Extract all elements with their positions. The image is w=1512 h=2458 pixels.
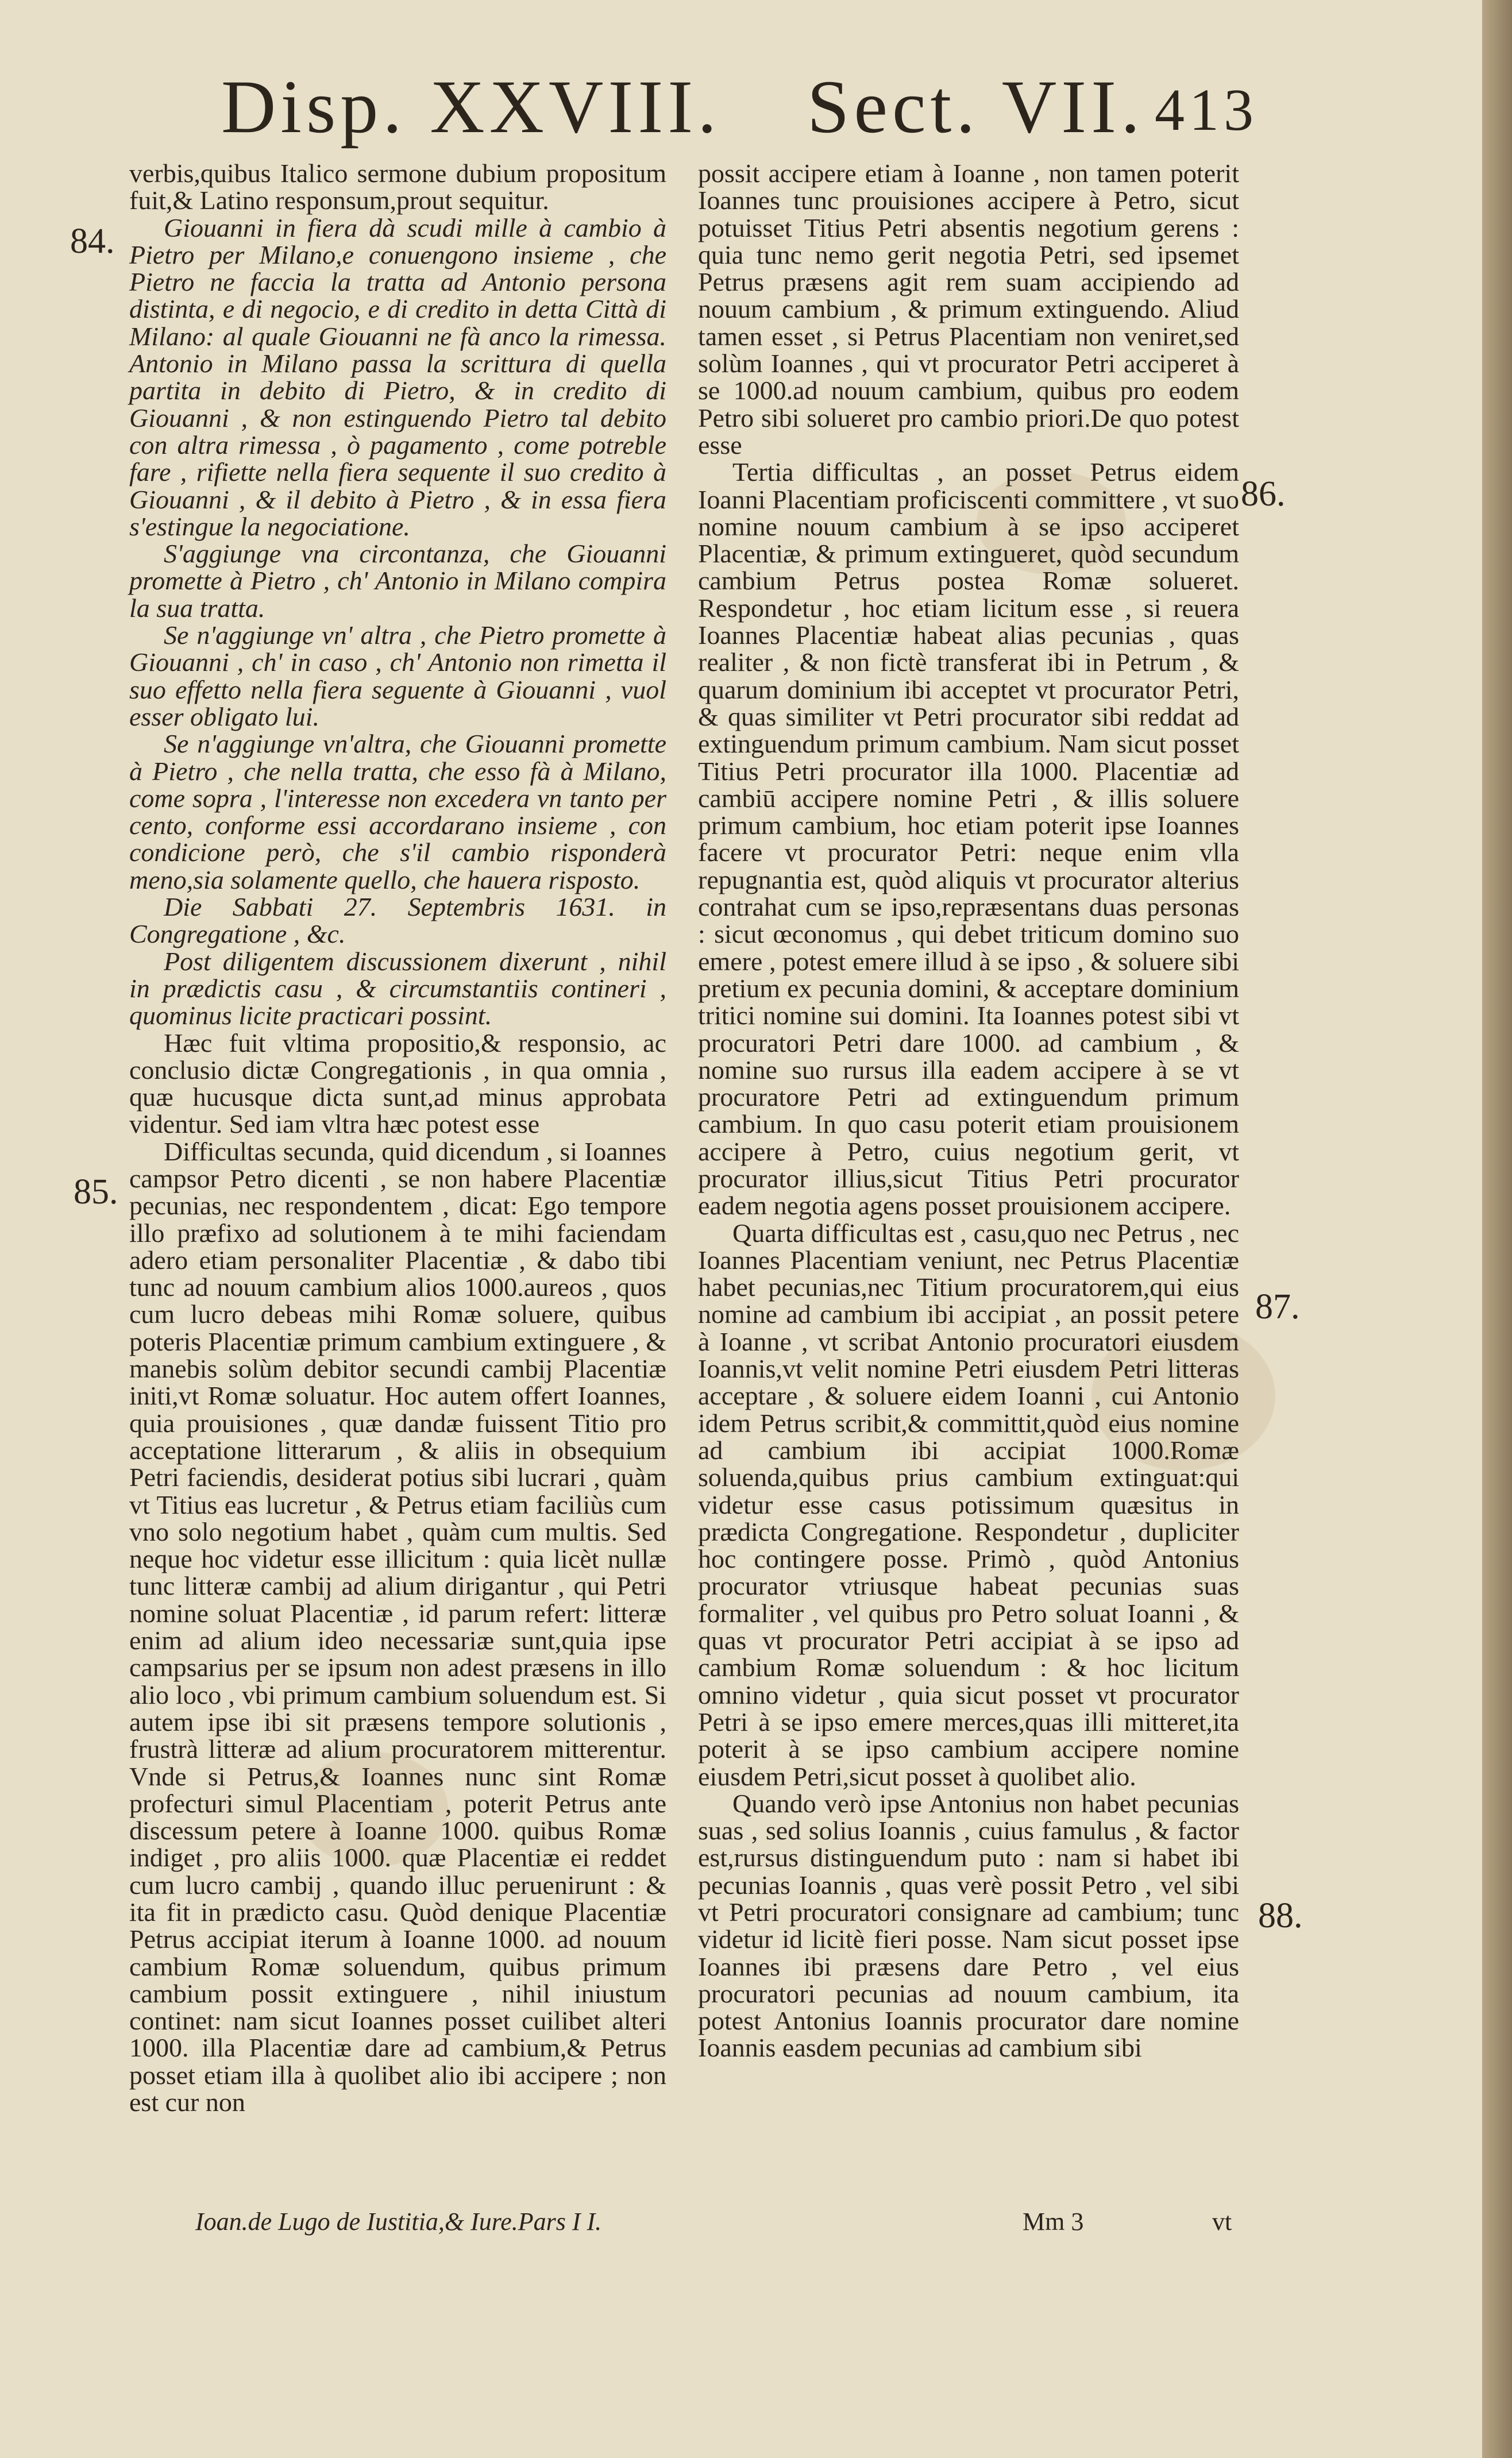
paragraph: Hæc fuit vltima propositio,& responsio, ac conclusio dictæ Congregationis , in qua omnia , quæ hucusque dicta sunt,ad minus approbata videntur. Sed iam vltra hæc potest esse — [129, 1028, 666, 1139]
italian-query-paragraph: Giouanni in fiera dà scudi mille à cambio à Pietro per Milano,e conuengono insieme , che Pietro ne faccia la tratta ad Antonio persona distinta, e di negocio, e di credito in detta Città di Milano: al quale Giouanni ne fà anco la rimessa. Antonio in Milano passa la scrittura di quella partita in debito di Pietro, & in credito di Giouanni , & non estinguendo Pietro tal debito con altra rimessa , ò pagamento , come potreble fare , rifiette nella fiera sequente il suo credito à Giouanni , & il debito à Pietro , & in essa fiera s'estingue la negociatione. — [129, 213, 666, 541]
running-head-disputation: Disp. XXVIII. — [221, 64, 722, 149]
paragraph: Quarta difficultas est , casu,quo nec Petrus , nec Ioannes Placentiam veniunt, nec Petrus Placentiæ habet pecunias,nec Titium procuratorem,qui eius nomine ad cambium ibi accipiat , an possit petere à Ioanne , vt scribat Antonio procuratori eiusdem Ioannis,vt velit nomine Petri eiusdem Petri litteras acceptare , & soluere eidem Ioanni , cui Antonio idem Petrus scribit,& committit,quòd eius nomine ad cambium ibi accipiat 1000.Romæ soluenda,quibus prius cambium extinguat:qui videtur esse casus potissimum quæsitus in prædicta Congregatione. Respondetur , dupliciter hoc contingere posse. Primò , quòd Antonius procurator vtriusque habeat pecunias suas formaliter , vel quibus pro Petro soluat Ioanni , & quas vt procurator Petri accipiat à se ipso ad cambium Romæ soluendum : & hoc licitum omnino videtur , quia sicut posset vt procurator Petri à se ipso emere merces,quas illi mitteret,ita poterit à se ipso cambium accipere nomine eiusdem Petri,sicut posset à quolibet alio. — [698, 1218, 1239, 1791]
margin-number: 85. — [74, 1172, 118, 1211]
paragraph: Difficultas secunda, quid dicendum , si Ioannes campsor Petro dicenti , se non habere Placentiæ pecunias, nec respondentem , dicat: Ego tempore illo præfixo ad solutionem à te mihi faciendam adero etiam personaliter Placentiæ , & dabo tibi tunc ad nouum cambium alios 1000.aureos , quos cum lucro debeas mihi Romæ soluere, quibus poteris Placentiæ primum cambium extinguere , & manebis solùm debitor secundi cambij Placentiæ initi,vt Romæ soluatur. Hoc autem offert Ioannes, quia prouisiones , quæ dandæ fuissent Titio pro acceptatione litterarum , & aliis in obsequium Petri faciendis, desiderat potius sibi lucrari , quàm vt Titius eas lucretur , & Petrus etiam faciliùs cum vno solo negotium habet , quàm cum multis. Sed neque hoc videtur esse illicitum : quia licèt nullæ tunc litteræ cambij ad alium dirigantur , qui Petri nomine soluat Placentiæ , id parum refert: litteræ enim ad alium ideo necessariæ sunt,quia ipse campsarius per se ipsum non adest præsens in illo alio loco , vbi primum cambium soluendum est. Si autem ipse ibi sit præsens tempore solutionis , frustrà litteræ ad alium procuratorem mitterentur. Vnde si Petrus,& Ioannes nunc sint Romæ profecturi simul Placentiam , poterit Petrus ante discessum petere à Ioanne 1000. quibus Romæ indiget , pro aliis 1000. quæ Placentiæ ei reddet cum lucro cambij , quando illuc peruenirunt : & ita fit in prædicto casu. Quòd denique Placentiæ Petrus accipiat iterum à Ioanne 1000. ad nouum cambium Romæ soluendum, quibus primum cambium possit extinguere , nihil iniustum continet: nam sicut Ioannes posset cuilibet alteri 1000. illa Placentiæ dare ad cambium,& Petrus posset etiam illa à quolibet alio ibi accipere ; non est cur non — [129, 1136, 666, 2117]
footer-running-title: Ioan.de Lugo de Iustitia,& Iure.Pars I I. — [195, 2208, 602, 2236]
congregation-date: Die Sabbati 27. Septembris 1631. in Congregatione , &c. — [129, 892, 666, 949]
margin-number: 86. — [1241, 474, 1286, 514]
italian-query-paragraph: Se n'aggiunge vn' altra , che Pietro promette à Giouanni , ch' in caso , ch' Antonio non rimetta il suo effetto nella fiera seguente à Giouanni , vuol esser obligato lui. — [129, 620, 666, 731]
right-column — [698, 160, 1239, 2062]
congregation-response: Post diligentem discussionem dixerunt , nihil in prædictis casu , & circumstantiis contineri , quominus licite practicari possint. — [129, 946, 666, 1031]
italian-query-paragraph: Se n'aggiunge vn'altra, che Giouanni promette à Pietro , che nella tratta, che esso fà à Milano, come sopra , l'interesse non excedera vn tanto per cento, conforme essi accordarano insieme , con condicione però, che s'il cambio risponderà meno,sia solamente quello, che hauera risposto. — [129, 729, 666, 894]
margin-number: 84. — [70, 222, 115, 261]
page-number: 413 — [1155, 77, 1258, 143]
paragraph: possit accipere etiam à Ioanne , non tamen poterit Ioannes tunc prouisiones accipere à Petro, sicut potuisset Titius Petri absentis negotium gerens : quia tunc nemo gerit negotia Petri, sed ipsemet Petrus præsens agit rem suam accipiendo ad nouum cambium , & primum extinguendo. Aliud tamen esset , si Petrus Placentiam non veniret,sed solùm Ioannes , qui vt procurator Petri acciperet à se 1000.ad nouum cambium, quibus pro eodem Petro sibi solueret pro cambio priori.De quo potest esse — [698, 159, 1239, 460]
left-column — [129, 160, 666, 2116]
margin-number: 87. — [1255, 1287, 1300, 1326]
margin-number: 88. — [1258, 1896, 1303, 1935]
italian-query-paragraph: S'aggiunge vna circontanza, che Giouanni promette à Pietro , ch' Antonio in Milano compira la sua tratta. — [129, 539, 666, 623]
running-head-section: Sect. VII. — [807, 64, 1145, 149]
paragraph: Tertia difficultas , an posset Petrus eidem Ioanni Placentiam proficiscenti committere , vt suo nomine nouum cambium à se ipso acciperet Placentiæ, & primum extingueret, quòd secundum cambium Petrus postea Romæ solueret. Respondetur , hoc etiam licitum esse , si reuera Ioannes Placentiæ habeat alias pecunias , quas realiter , & non fictè transferat ibi in Petrum , & quarum dominium ibi acceptet vt procurator Petri, & quas similiter vt Petri procurator sibi reddat ad extinguendum primum cambium. Nam sicut posset Titius Petri procurator illa 1000. Placentiæ ad cambiū accipere nomine Petri , & illis soluere primum cambium, hoc etiam poterit ipse Ioannes facere vt procurator Petri: neque enim vlla repugnantia est, quòd aliquis vt procurator alterius contrahat cum se ipso,repræsentans duas personas : sicut œconomus , qui debet triticum domino suo emere , potest emere illud à se ipso , & soluere sibi pretium ex pecunia domini, & acceptare dominium tritici nomine sui domini. Ita Ioannes potest sibi vt procuratori Petri dare 1000. ad cambium , & nomine suo rursus illa eadem accipere à se vt procuratore Petri ad extinguendum primum cambium. In quo casu poterit etiam prouisionem accipere à Petro, cuius negotium gerit, vt procurator illius,sicut Titius Petri procurator eadem negotia agens posset prouisionem accipere. — [698, 457, 1239, 1221]
page-edge — [1482, 0, 1512, 2458]
catchword: vt — [1212, 2208, 1232, 2236]
signature-mark: Mm 3 — [1023, 2208, 1084, 2236]
paragraph: verbis,quibus Italico sermone dubium propositum fuit,& Latino responsum,prout sequitur. — [129, 159, 666, 215]
paragraph: Quando verò ipse Antonius non habet pecunias suas , sed solius Ioannis , cuius famulus , & factor est,rursus distinguendum puto : nam si habet ibi pecunias Ioannis , quas verè possit Petro , vel sibi vt Petri procuratori consignare ad cambium; tunc videtur id licitè fieri posse. Nam sicut posset ipse Ioannes ibi præsens dare Petro , vel eius procuratori pecunias ad nouum cambium, ita potest Antonius Ioannis procurator dare nomine Ioannis easdem pecunias ad cambium sibi — [698, 1788, 1239, 2063]
